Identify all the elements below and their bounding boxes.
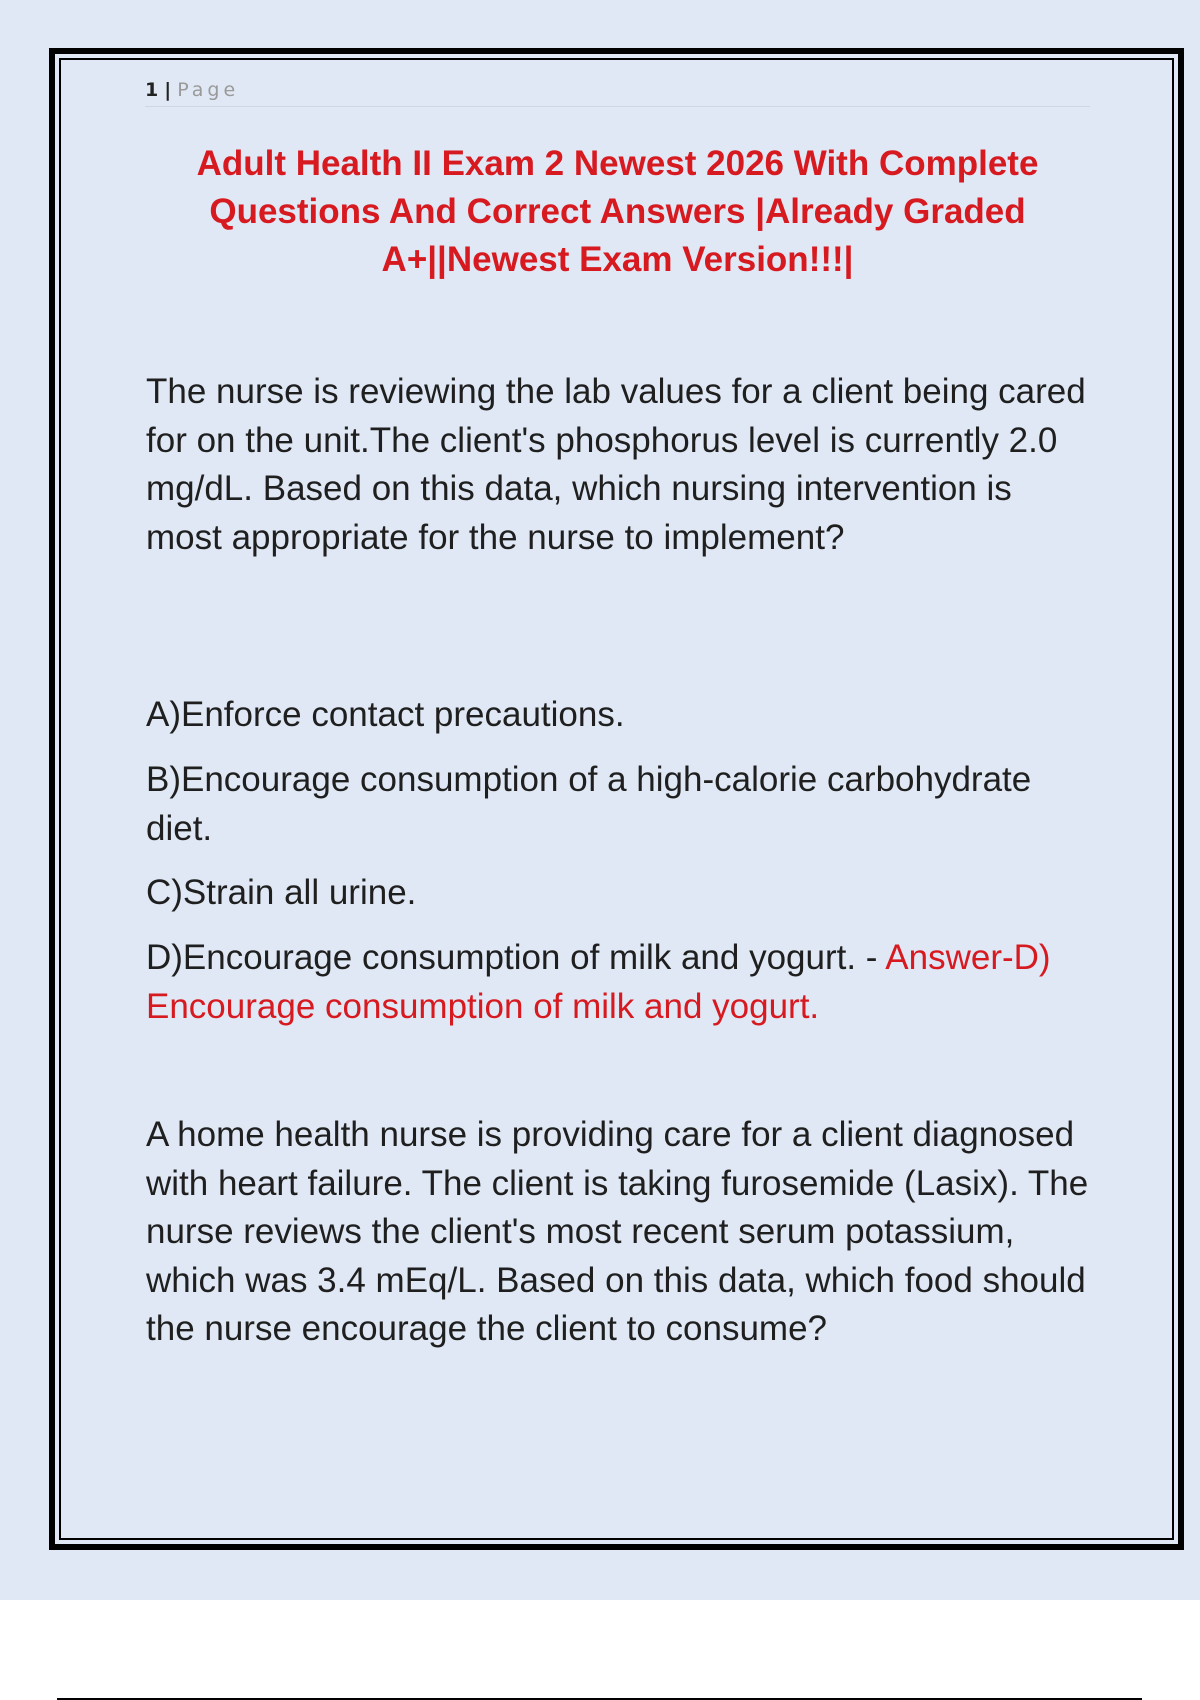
question-1-option-a: A)Enforce contact precautions.: [146, 695, 625, 734]
question-1-option-d-text: D)Encourage consumption of milk and yogurt. -: [146, 938, 886, 977]
page-header: [145, 74, 1090, 107]
question-1-option-b: B)Encourage consumption of a high-calorie carbohydrate diet.: [146, 760, 1032, 848]
page-number: 1: [145, 79, 159, 101]
question-1-option-c: C)Strain all urine.: [146, 873, 417, 912]
question-1-stem: The nurse is reviewing the lab values for a client being cared for on the unit.The client's phosphorus level is currently 2.0 mg/dL. Based on this data, which nursing intervention is most appropriate for the nurse to implement?: [146, 372, 1086, 557]
question-2-stem: A home health nurse is providing care for a client diagnosed with heart failure. The client is taking furosemide (Lasix). The nurse reviews the client's most recent serum potassium, which was 3.4 mEq/L. Based on this data, which food should the nurse encourage the client to consume?: [146, 1115, 1089, 1348]
question-1-answer: Answer-D) Encourage consumption of milk and yogurt.: [146, 938, 1051, 1026]
question-1-option-d: [146, 934, 1091, 1031]
page-label: Page: [177, 79, 240, 101]
document-title: Adult Health II Exam 2 Newest 2026 With Complete Questions And Correct Answers |Already Graded A+||Newest Exam Version!!!|: [196, 144, 1039, 279]
page-header-separator: |: [164, 79, 172, 101]
